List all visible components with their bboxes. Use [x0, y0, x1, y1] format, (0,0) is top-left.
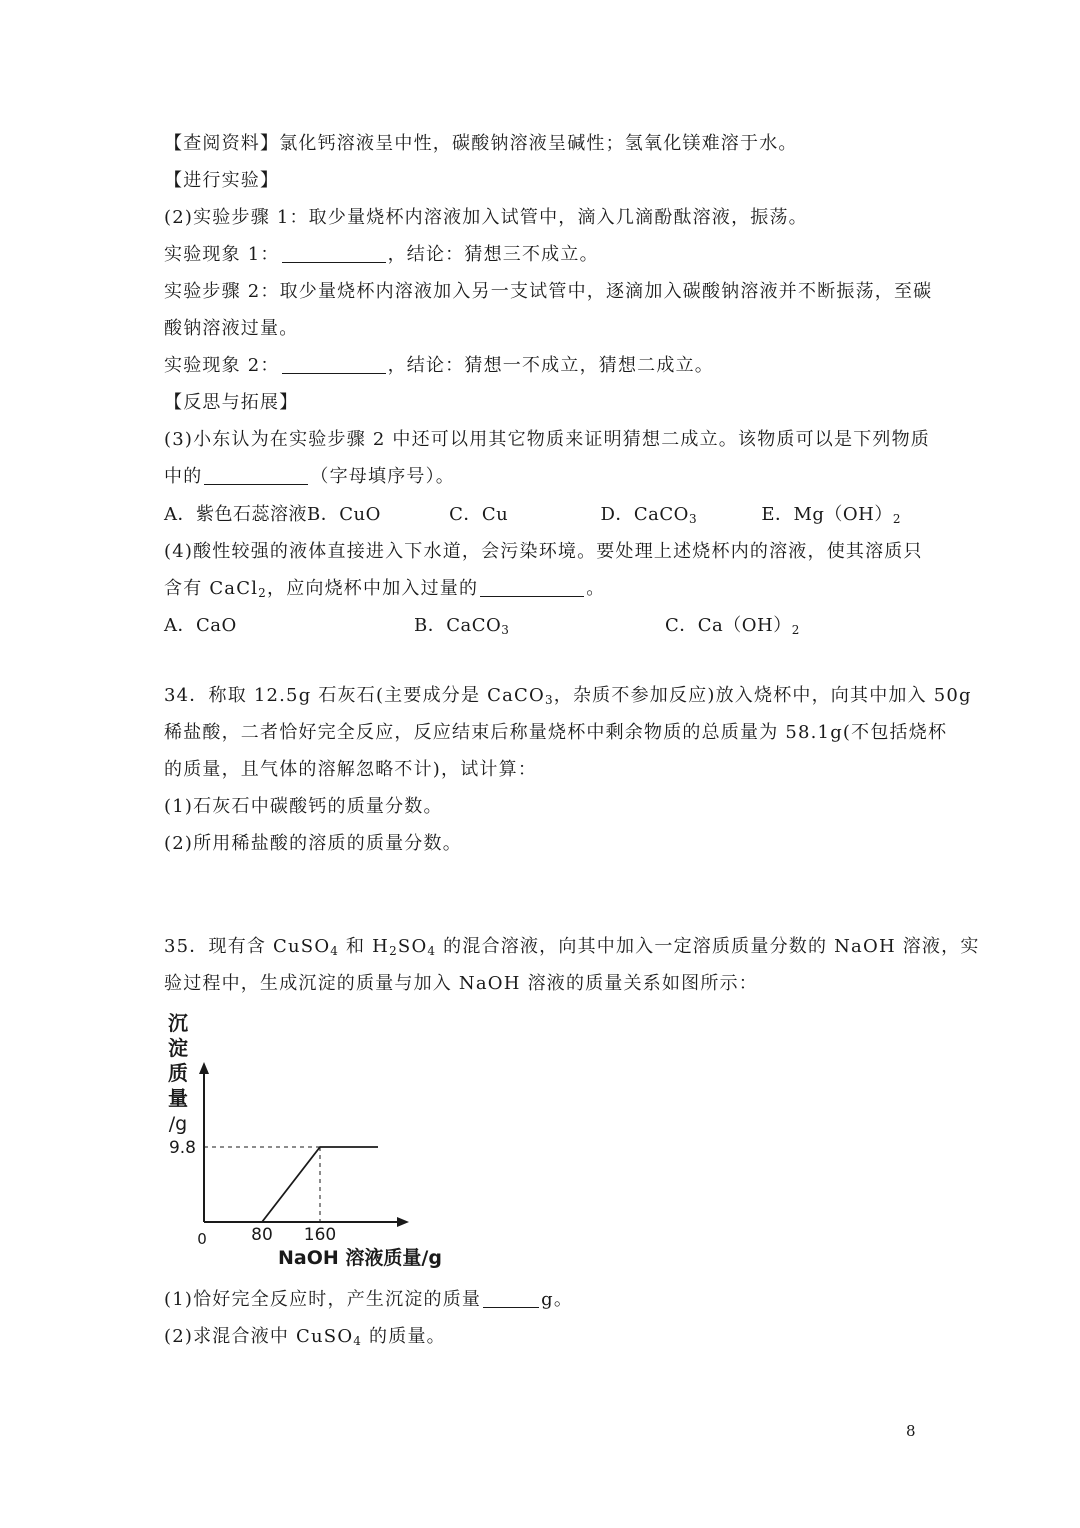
subscript: 2	[389, 944, 398, 958]
line-1: 【查阅资料】氯化钙溶液呈中性，碳酸钠溶液呈碱性；氢氧化镁难溶于水。	[164, 133, 798, 154]
y-axis-label-char: 量	[168, 1086, 188, 1110]
phenomenon-2-label: 实验现象 2：	[164, 355, 280, 376]
y-axis-label-char: 沉	[168, 1011, 188, 1035]
q35-text-c: SO	[397, 936, 428, 957]
subscript: 4	[330, 944, 340, 958]
q34-text-a: 34．称取 12.5g 石灰石(主要成分是 CaCO	[164, 685, 545, 706]
line-8: 【反思与拓展】	[164, 392, 299, 413]
q35-text-b: 和 H	[339, 936, 390, 957]
q35-line-2: 验过程中，生成沉淀的质量与加入 NaOH 溶液的质量关系如图所示：	[164, 973, 758, 994]
q4-option-c-wrap	[665, 615, 800, 637]
line-12: (4)酸性较强的液体直接进入下水道，会污染环境。要处理上述烧杯内的溶液，使其溶质只	[164, 541, 923, 562]
q3-option-b: B．CuO	[307, 504, 381, 525]
q3-note: （字母填序号）。	[310, 466, 456, 487]
x-tick-label: 80	[251, 1225, 273, 1245]
subscript: 4	[353, 1334, 363, 1348]
y-axis-label	[168, 1011, 188, 1135]
line-7	[164, 355, 714, 377]
q3-option-d: D．CaCO	[600, 504, 689, 525]
q3-option-d-wrap	[600, 504, 697, 526]
q34-text-b: ，杂质不参加反应)放入烧杯中，向其中加入 50g	[553, 685, 972, 706]
q4-text-a: 含有 CaCl	[164, 578, 259, 599]
line-13	[164, 578, 605, 600]
answer-blank-5	[483, 1289, 539, 1308]
y-tick-label: 9.8	[168, 1138, 196, 1158]
conclusion-1: ，结论：猜想三不成立。	[387, 244, 599, 265]
q34-line-1	[164, 685, 972, 707]
q3-stem-end: 中的	[164, 466, 203, 487]
q3-option-a: A．紫色石蕊溶液	[164, 504, 307, 525]
answer-blank-3	[204, 466, 308, 485]
page-number: 8	[906, 1422, 916, 1440]
q35-sub2-text-a: (2)求混合液中 CuSO	[164, 1326, 354, 1347]
q4-options	[164, 615, 800, 637]
line-4	[164, 244, 599, 266]
x-axis-arrow	[397, 1217, 409, 1227]
subscript: 2	[258, 586, 267, 600]
conclusion-2: ，结论：猜想一不成立，猜想二成立。	[387, 355, 714, 376]
q35-line-4	[164, 1326, 446, 1348]
line-3: (2)实验步骤 1：取少量烧杯内溶液加入试管中，滴入几滴酚酞溶液，振荡。	[164, 207, 808, 228]
q35-text-d: 的混合溶液，向其中加入一定溶质质量分数的 NaOH 溶液，实	[436, 936, 980, 957]
q35-line-1	[164, 936, 980, 958]
y-axis-arrow	[199, 1062, 209, 1074]
q35-sub1-text: (1)恰好完全反应时，产生沉淀的质量	[164, 1289, 482, 1310]
origin-label: 0	[197, 1230, 207, 1248]
q4-text-b: ，应向烧杯中加入过量的	[267, 578, 479, 599]
line-6: 酸钠溶液过量。	[164, 318, 299, 339]
q35-line-3	[164, 1289, 573, 1311]
q4-option-b-wrap	[414, 615, 665, 637]
y-axis-label-char: 淀	[168, 1036, 188, 1060]
subscript: 3	[544, 693, 554, 707]
q34-line-5: (2)所用稀盐酸的溶质的质量分数。	[164, 833, 462, 854]
answer-blank-1	[282, 244, 386, 263]
line-2: 【进行实验】	[164, 170, 280, 191]
line-5: 实验步骤 2：取少量烧杯内溶液加入另一支试管中，逐滴加入碳酸钠溶液并不断振荡，至碳	[164, 281, 933, 302]
y-axis-label-unit: /g	[168, 1113, 188, 1135]
q34-line-4: (1)石灰石中碳酸钙的质量分数。	[164, 796, 443, 817]
q4-option-a: A．CaO	[164, 615, 237, 636]
q3-options	[164, 504, 901, 526]
q34-line-3: 的质量，且气体的溶解忽略不计)，试计算：	[164, 759, 538, 780]
x-tick-label: 160	[303, 1225, 337, 1245]
q4-option-c: C．Ca（OH）	[665, 615, 792, 636]
q3-option-e: E．Mg（OH）	[761, 504, 893, 525]
y-axis-label-char: 质	[168, 1061, 188, 1085]
q35-sub1-unit: g。	[541, 1289, 574, 1310]
answer-blank-2	[282, 355, 386, 374]
precipitate-chart	[160, 1010, 460, 1275]
q4-option-b: B．CaCO	[414, 615, 502, 636]
q34-line-2: 稀盐酸，二者恰好完全反应，反应结束后称量烧杯中剩余物质的总质量为 58.1g(不包括烧杯	[164, 722, 948, 743]
q4-text-c: 。	[586, 578, 606, 599]
line-10	[164, 466, 455, 488]
subscript: 4	[427, 944, 437, 958]
line-9: (3)小东认为在实验步骤 2 中还可以用其它物质来证明猜想二成立。该物质可以是下列物质	[164, 429, 930, 450]
subscript: 3	[501, 623, 510, 637]
q35-text-a: 35．现有含 CuSO	[164, 936, 331, 957]
subscript: 2	[892, 512, 901, 526]
q3-option-e-wrap	[761, 504, 901, 526]
phenomenon-1-label: 实验现象 1：	[164, 244, 280, 265]
q3-option-c: C．Cu	[449, 504, 509, 525]
x-axis-label: NaOH 溶液质量/g	[278, 1247, 442, 1269]
q35-sub2-text-b: 的质量。	[362, 1326, 446, 1347]
subscript: 2	[791, 623, 800, 637]
subscript: 3	[688, 512, 698, 526]
answer-blank-4	[480, 578, 584, 597]
